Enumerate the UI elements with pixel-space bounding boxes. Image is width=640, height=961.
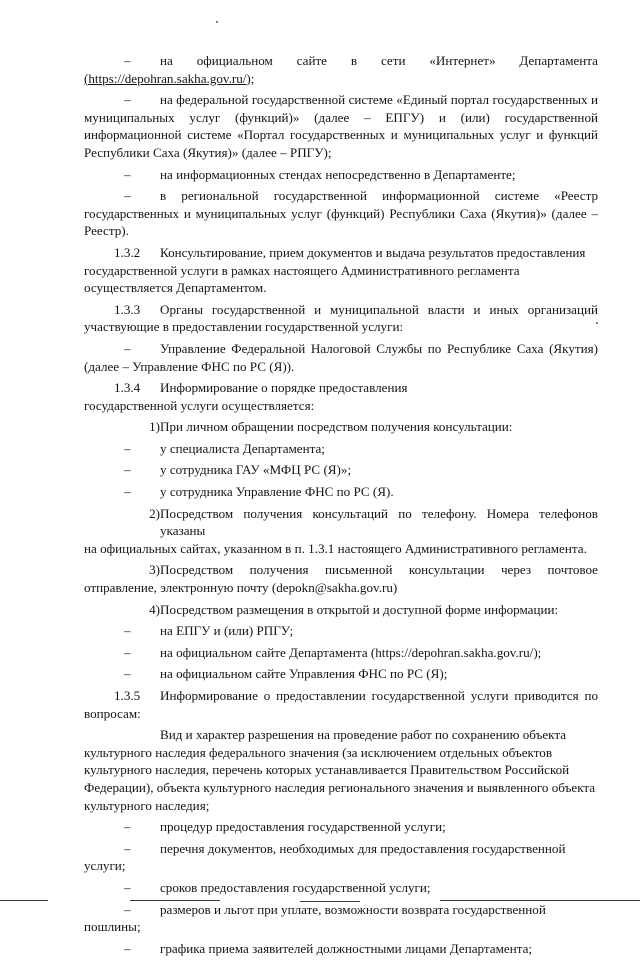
clause-1-3-5: 1.3.5 Информирование о предоставлении государственной услуги приводится по вопросам: <box>84 688 598 721</box>
list-item: – у специалиста Департамента; <box>124 440 325 456</box>
numbered-item: 4) Посредством размещения в открытой и доступной форме информации: <box>149 601 559 617</box>
scan-edge-line <box>300 901 360 902</box>
scan-speck <box>216 21 218 23</box>
list-item: – сроков предоставления государственной услуги; <box>124 879 431 895</box>
scan-edge-line <box>0 900 48 901</box>
numbered-item: 1) При личном обращении посредством получения консультации: <box>149 419 513 435</box>
list-item: – у сотрудника ГАУ «МФЦ РС (Я)»; <box>124 462 352 478</box>
numbered-item: 3) Посредством получения письменной консультации через почтовое отправление, электронную почту (depokn@sakha.gov.ru) <box>84 562 598 596</box>
scan-edge-line <box>440 900 640 901</box>
list-item: – на ЕПГУ и (или) РПГУ; <box>124 623 294 639</box>
clause-1-3-2: 1.3.2 Консультирование, прием документов и выдача результатов предоставления государственной услуги в рамках настоящего Административного регламента осуществляется Департаментом. <box>84 244 586 296</box>
list-item: – Управление Федеральной Налоговой Службы по Республике Саха (Якутия) (далее – Управление ФНС по РС (Я)). <box>84 340 598 374</box>
list-item: – процедур предоставления государственной услуги; <box>124 819 446 835</box>
list-item: – размеров и льгот при уплате, возможности возврата государственной пошлины; <box>84 901 546 935</box>
numbered-item: 2) Посредством получения консультаций по телефону. Номера телефонов указаны на официальных сайтах, указанном в п. 1.3.1 настоящего Административного регламента. <box>84 505 598 556</box>
list-item: – графика приема заявителей должностными лицами Департамента; <box>124 940 533 956</box>
list-item: – в региональной государственной информационной системе «Реестр государственных и муниципальных услуг (функций) Республики Саха (Якутия)» (далее – Реестр). <box>84 188 598 239</box>
list-item: – на информационных стендах непосредственно в Департаменте; <box>124 166 516 182</box>
list-item: – на федеральной государственной системе «Единый портал государственных и муниципальных услуг (функций)» (далее – ЕПГУ) и (или) государственной информационной системе «Портал государственных и муниципальных услуг и функций Республики Саха (Якутия)» (далее – РПГУ); <box>84 92 598 160</box>
paragraph: Вид и характер разрешения на проведение работ по сохранению объекта культурного наследия федерального значения (за исключением отдельных объектов культурного наследия, перечень которых устанавливается Правительством Российской Федерации), объекта культурного наследия регионального значения и выявленного объекта культурного наследия; <box>84 727 596 813</box>
scan-edge-line <box>130 900 220 901</box>
clause-1-3-4: 1.3.4 Информирование о порядке предоставления государственной услуги осуществляется: <box>84 380 408 413</box>
list-item: – на официальном сайте в сети «Интернет» Департамента (https://depohran.sakha.gov.ru/); <box>84 53 598 86</box>
list-item: – на официальном сайте Управления ФНС по РС (Я); <box>124 666 448 682</box>
list-item: – на официальном сайте Департамента (https://depohran.sakha.gov.ru/); <box>124 644 542 660</box>
clause-1-3-3: 1.3.3 Органы государственной и муниципальной власти и иных организаций участвующие в предоставлении государственной услуги: <box>84 301 598 335</box>
list-item: – у сотрудника Управление ФНС по РС (Я). <box>124 484 394 500</box>
document-body <box>84 52 598 961</box>
list-item: – перечня документов, необходимых для предоставления государственной услуги; <box>84 840 566 874</box>
